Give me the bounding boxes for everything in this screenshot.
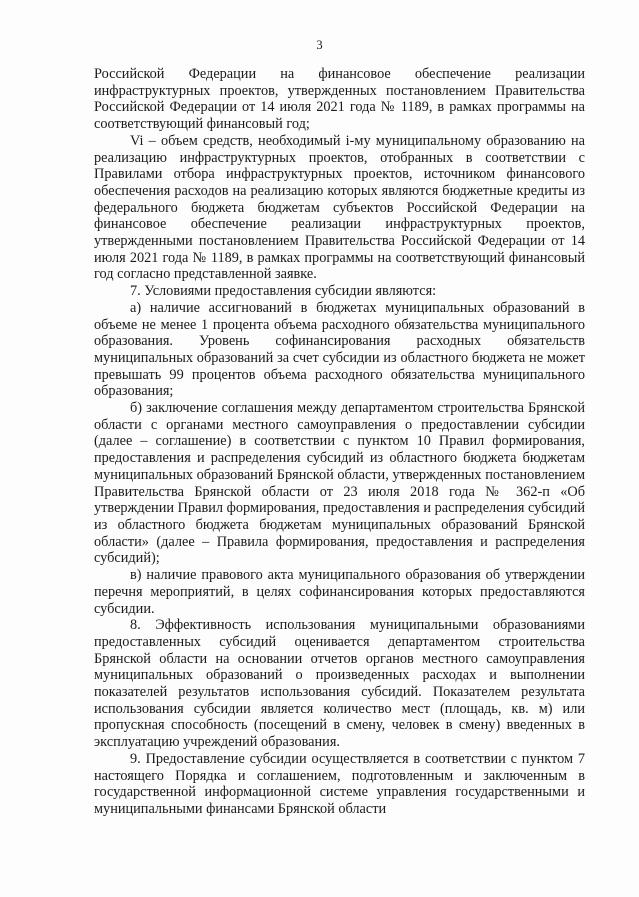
paragraph-item-7b: б) заключение соглашения между департаментом строительства Брянской области с органами местного самоуправления о предоставлении субсидии (далее – соглашение) в соответствии с пунктом 10 Правил формирования, предоставления и распределения субсидий из областного бюджета бюджетам муниципальных образований Брянской области, утвержденных постановлением Правительства Брянской области от 23 июля 2018 года № 362-п «Об утверждении Правил формирования, предоставления и распределения субсидий из областного бюджета бюджетам муниципальных образований Брянской области» (далее – Правила формирования, предоставления и распределения субсидий);: [94, 400, 585, 567]
paragraph-item-7a: а) наличие ассигнований в бюджетах муниципальных образований в объеме не менее 1 процента объема расходного обязательства муниципального образования. Уровень софинансирования расходных обязательств муниципальных образований за счет субсидии из областного бюджета не может превышать 99 процентов объема расходного обязательства муниципального образования;: [94, 299, 585, 400]
paragraph-item-7-heading: 7. Условиями предоставления субсидии являются:: [130, 283, 437, 300]
paragraph-item-8: 8. Эффективность использования муниципальными образованиями предоставленных субсидий оценивается департаментом строительства Брянской области на основании отчетов органов местного самоуправления муниципальных образований о произведенных расходах и выполнении показателей результатов использования субсидий. Показателем результата использования субсидии является количество мест (площадь, кв. м) или пропускная способность (посещений в смену, человек в смену) введенных в эксплуатацию учреждений образования.: [94, 617, 585, 751]
document-body: [94, 66, 585, 818]
page-number: 3: [316, 38, 323, 52]
paragraph-item-9: 9. Предоставление субсидии осуществляется в соответствии с пунктом 7 настоящего Порядка и соглашением, подготовленным и заключенным в государственной информационной системе управления государственными и муниципальными финансами Брянской области: [94, 750, 585, 817]
paragraph-continuation-definitions: Российской Федерации на финансовое обеспечение реализации инфраструктурных проектов, утвержденных постановлением Правительства Российской Федерации от 14 июля 2021 года № 1189, в рамках программы на соответствующий финансовый год;: [94, 66, 585, 133]
paragraph-item-7v: в) наличие правового акта муниципального образования об утверждении перечня мероприятий, в целях софинансирования которых предоставляются субсидии.: [94, 567, 585, 617]
paragraph-vi-definition: Vi – объем средств, необходимый i-му муниципальному образованию на реализацию инфраструктурных проектов, отобранных в соответствии с Правилами отбора инфраструктурных проектов, источником финансового обеспечения расходов на реализацию которых являются бюджетные кредиты из федерального бюджета бюджетам субъектов Российской Федерации на финансовое обеспечение реализации инфраструктурных проектов, утвержденными постановлением Правительства Российской Федерации от 14 июля 2021 года № 1189, в рамках программы на соответствующий финансовый год согласно представленной заявке.: [94, 132, 585, 283]
